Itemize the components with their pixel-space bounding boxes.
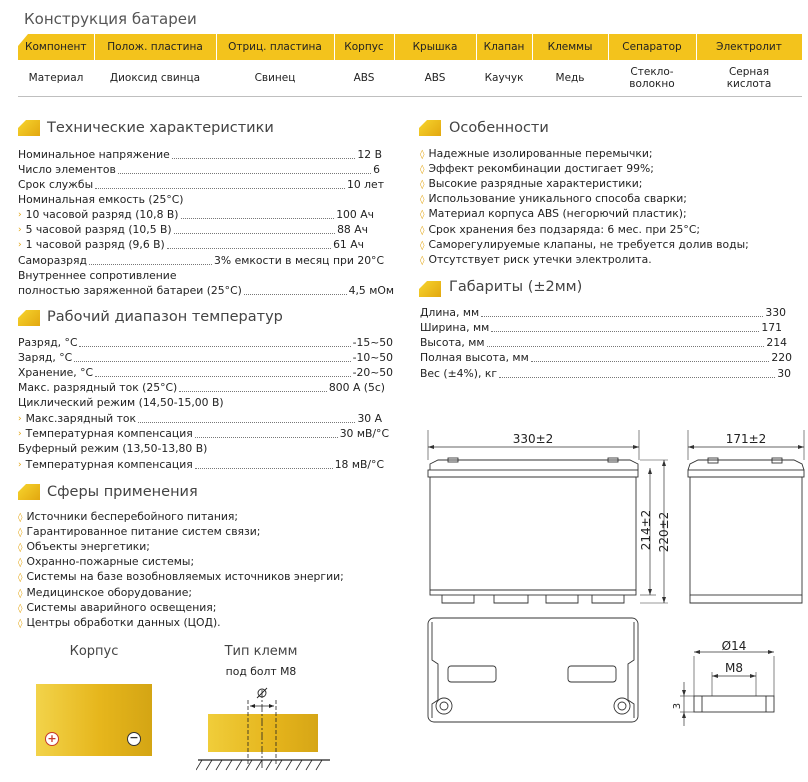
spec-value: 6 xyxy=(373,163,380,176)
dot-leader xyxy=(138,422,355,423)
diamond-bullet-icon: ◊ xyxy=(420,240,425,251)
spec-label: Саморазряд xyxy=(18,254,87,267)
spec-value: 88 Ач xyxy=(337,223,368,236)
diamond-bullet-icon: ◊ xyxy=(420,180,425,191)
list-item xyxy=(420,207,687,222)
spec-label: Срок службы xyxy=(18,178,94,191)
header-cell: Крышка xyxy=(394,34,476,60)
spec-label: Температурная компенсация xyxy=(25,427,193,440)
spec-row xyxy=(420,351,792,365)
features-title: Особенности xyxy=(449,120,549,136)
spec-label: Номинальная емкость (25°С) xyxy=(18,193,184,206)
section-marker-icon xyxy=(419,281,441,297)
dot-leader xyxy=(74,361,350,362)
spec-label: Макс.зарядный ток xyxy=(25,412,137,425)
dot-leader xyxy=(491,331,759,332)
dot-leader xyxy=(481,316,763,317)
list-item-text: Саморегулируемые клапаны, не требуется долив воды; xyxy=(428,237,749,251)
spec-row xyxy=(420,367,791,381)
diamond-bullet-icon: ◊ xyxy=(420,210,425,221)
spec-row xyxy=(420,306,786,320)
spec-row xyxy=(18,442,378,456)
chevron-right-icon: › xyxy=(18,429,22,439)
value-cell: Свинец xyxy=(216,60,334,97)
apps-title: Сферы применения xyxy=(47,484,198,500)
header-cell: Полож. пластина xyxy=(94,34,216,60)
value-cell: ABS xyxy=(334,60,394,97)
spec-row xyxy=(18,254,384,268)
header-cell: Электролит xyxy=(696,34,802,60)
spec-row xyxy=(18,269,378,283)
spec-value: 3% емкости в месяц при 20°С xyxy=(214,254,384,267)
spec-row xyxy=(18,178,384,192)
list-item-text: Материал корпуса ABS (негорючий пластик); xyxy=(428,207,687,221)
spec-label: Ширина, мм xyxy=(420,321,490,334)
list-item xyxy=(18,570,344,585)
spec-value: 10 лет xyxy=(346,178,384,191)
spec-row xyxy=(18,193,378,207)
spec-row xyxy=(18,163,380,177)
spec-value: -10~50 xyxy=(352,351,393,364)
diamond-bullet-icon: ◊ xyxy=(18,618,23,629)
header-cell: Корпус xyxy=(334,34,394,60)
dot-leader xyxy=(195,437,338,438)
bolt-height-label: 3 xyxy=(672,702,683,710)
construction-value-row xyxy=(18,60,802,97)
spec-label: Хранение, °С xyxy=(18,366,94,379)
spec-value: 330 xyxy=(765,306,786,319)
dot-leader xyxy=(499,377,775,378)
list-item-text: Системы на базе возобновляемых источников энергии; xyxy=(26,570,344,584)
value-cell: Материал xyxy=(18,60,94,97)
terminal-subtitle: под болт М8 xyxy=(225,665,297,678)
spec-row xyxy=(18,148,382,162)
dot-leader xyxy=(531,361,770,362)
spec-value: 12 В xyxy=(357,148,382,161)
bolt-thread-label: M8 xyxy=(725,661,743,675)
header-cell: Клапан xyxy=(476,34,532,60)
diamond-bullet-icon: ◊ xyxy=(18,573,23,584)
spec-value: 100 Ач xyxy=(336,208,374,221)
list-item xyxy=(420,177,642,192)
list-item xyxy=(18,525,260,540)
chevron-right-icon: › xyxy=(18,460,22,470)
header-cell: Компонент xyxy=(18,34,94,60)
dot-leader xyxy=(179,391,327,392)
list-item-text: Охранно-пожарные системы; xyxy=(26,555,195,569)
terminal-block-shape xyxy=(208,714,318,752)
spec-label: Циклический режим (14,50-15,00 В) xyxy=(18,396,224,409)
list-item-text: Использование уникального способа сварки; xyxy=(428,192,687,206)
spec-label: Температурная компенсация xyxy=(25,458,193,471)
spec-label: Буферный режим (13,50-13,80 В) xyxy=(18,442,208,455)
spec-label: Внутреннее сопротивление xyxy=(18,269,177,282)
terminal-drawing xyxy=(196,680,336,780)
plus-terminal-icon: + xyxy=(45,732,59,746)
temp-title: Рабочий диапазон температур xyxy=(47,309,283,325)
spec-label: Длина, мм xyxy=(420,306,480,319)
terminal-title: Тип клемм xyxy=(224,644,298,659)
dot-leader xyxy=(172,158,356,159)
list-item xyxy=(18,555,194,570)
section-marker-icon xyxy=(18,484,40,500)
chevron-right-icon: › xyxy=(18,240,22,250)
diamond-bullet-icon: ◊ xyxy=(420,225,425,236)
value-cell: Медь xyxy=(532,60,608,97)
spec-value: 30 А xyxy=(357,412,382,425)
dot-leader xyxy=(118,173,371,174)
diamond-bullet-icon: ◊ xyxy=(18,513,23,523)
spec-row xyxy=(420,336,787,350)
diamond-bullet-icon: ◊ xyxy=(420,195,425,206)
spec-label: 5 часовой разряд (10,5 В) xyxy=(25,223,172,236)
diamond-bullet-icon: ◊ xyxy=(18,528,23,539)
spec-value: 800 А (5с) xyxy=(328,381,385,394)
header-cell: Клеммы xyxy=(532,34,608,60)
length-label: 330±2 xyxy=(512,432,554,446)
table-corner-cut xyxy=(18,34,28,46)
spec-value: -20~50 xyxy=(352,366,393,379)
spec-label: Высота, мм xyxy=(420,336,485,349)
dot-leader xyxy=(181,218,335,219)
minus-terminal-icon: − xyxy=(127,732,141,746)
case-illustration xyxy=(36,684,152,756)
spec-row xyxy=(18,396,378,410)
section-marker-icon xyxy=(18,310,40,326)
list-item-text: Центры обработки данных (ЦОД). xyxy=(26,615,221,629)
dot-leader xyxy=(244,294,347,295)
list-item xyxy=(420,192,687,207)
spec-value: 18 мВ/°С xyxy=(334,458,384,471)
spec-row xyxy=(18,223,368,237)
spec-label: Вес (±4%), кг xyxy=(420,367,498,380)
value-cell: Диоксид свинца xyxy=(94,60,216,97)
full-height-label: 220±2 xyxy=(657,511,671,553)
diamond-bullet-icon: ◊ xyxy=(420,165,425,176)
spec-row xyxy=(18,238,364,252)
section-marker-icon xyxy=(419,120,441,136)
dot-leader xyxy=(174,233,335,234)
dot-leader xyxy=(95,188,345,189)
spec-value: 4,5 мОм xyxy=(348,284,394,297)
diamond-bullet-icon: ◊ xyxy=(18,603,23,614)
diamond-bullet-icon: ◊ xyxy=(18,543,23,554)
list-item xyxy=(18,510,238,525)
spec-row xyxy=(18,351,393,365)
dot-leader xyxy=(95,376,350,377)
spec-value: 214 xyxy=(766,336,787,349)
value-cell: ABS xyxy=(394,60,476,97)
bolt-diameter-label: Ø14 xyxy=(721,639,747,653)
list-item xyxy=(420,238,749,253)
spec-label: Заряд, °С xyxy=(18,351,73,364)
list-item-text: Срок хранения без подзаряда: 6 мес. при 25°С; xyxy=(428,222,700,236)
chevron-right-icon: › xyxy=(18,225,22,235)
spec-value: 30 xyxy=(777,367,791,380)
diamond-bullet-icon: ◊ xyxy=(420,150,425,160)
spec-row xyxy=(18,284,394,298)
spec-row xyxy=(18,366,393,380)
list-item-text: Высокие разрядные характеристики; xyxy=(428,177,643,191)
list-item-text: Гарантированное питание систем связи; xyxy=(26,525,261,539)
case-title: Корпус xyxy=(69,644,119,659)
dot-leader xyxy=(89,264,212,265)
dot-leader xyxy=(195,468,333,469)
battery-drawing xyxy=(418,420,806,776)
dot-leader xyxy=(79,346,350,347)
page-title: Конструкция батареи xyxy=(24,10,197,28)
spec-label: 1 часовой разряд (9,6 В) xyxy=(25,238,165,251)
chevron-right-icon: › xyxy=(18,414,22,424)
list-item xyxy=(420,147,653,162)
list-item xyxy=(420,162,654,177)
list-item-text: Системы аварийного освещения; xyxy=(26,600,217,614)
spec-label: Полная высота, мм xyxy=(420,351,529,364)
dot-leader xyxy=(167,248,331,249)
spec-row xyxy=(18,412,382,426)
list-item xyxy=(18,601,216,616)
spec-row xyxy=(18,336,393,350)
spec-label: Разряд, °С xyxy=(18,336,78,349)
list-item xyxy=(18,616,221,631)
spec-value: 61 Ач xyxy=(333,238,364,251)
list-item-text: Надежные изолированные перемычки; xyxy=(428,147,653,160)
list-item-text: Источники бесперебойного питания; xyxy=(26,510,239,523)
spec-value: 30 мВ/°С xyxy=(339,427,389,440)
construction-table xyxy=(18,34,802,97)
value-cell: Серная кислота xyxy=(696,60,802,97)
spec-value: -15~50 xyxy=(352,336,393,349)
diamond-bullet-icon: ◊ xyxy=(18,558,23,569)
tech-title: Технические характеристики xyxy=(47,120,274,136)
section-marker-icon xyxy=(18,120,40,136)
list-item-text: Объекты энергетики; xyxy=(26,540,150,554)
diamond-bullet-icon: ◊ xyxy=(18,588,23,599)
width-label: 171±2 xyxy=(725,432,767,446)
spec-label: Число элементов xyxy=(18,163,116,176)
list-item-text: Медицинское оборудование; xyxy=(26,585,192,599)
construction-header-row xyxy=(18,34,802,60)
spec-value: 220 xyxy=(771,351,792,364)
spec-label: Макс. разрядный ток (25°С) xyxy=(18,381,178,394)
spec-row xyxy=(420,321,782,335)
header-cell: Отриц. пластина xyxy=(216,34,334,60)
height-label: 214±2 xyxy=(639,509,653,551)
list-item xyxy=(18,586,192,601)
value-cell: Каучук xyxy=(476,60,532,97)
spec-row xyxy=(18,427,389,441)
spec-label: полностью заряженной батареи (25°С) xyxy=(18,284,242,297)
list-item-text: Эффект рекомбинации достигает 99%; xyxy=(428,162,654,176)
spec-row xyxy=(18,208,374,222)
chevron-right-icon: › xyxy=(18,210,22,220)
dims-title: Габариты (±2мм) xyxy=(449,279,583,295)
dot-leader xyxy=(487,346,765,347)
header-cell: Сепаратор xyxy=(608,34,696,60)
value-cell: Стекло- волокно xyxy=(608,60,696,97)
spec-row xyxy=(18,458,384,472)
spec-value: 171 xyxy=(761,321,782,334)
spec-row xyxy=(18,381,385,395)
diamond-bullet-icon: ◊ xyxy=(420,255,425,266)
spec-label: 10 часовой разряд (10,8 В) xyxy=(25,208,179,221)
list-item xyxy=(18,540,150,555)
spec-label: Номинальное напряжение xyxy=(18,148,170,161)
list-item xyxy=(420,253,652,268)
list-item-text: Отсутствует риск утечки электролита. xyxy=(428,252,652,266)
list-item xyxy=(420,223,700,238)
